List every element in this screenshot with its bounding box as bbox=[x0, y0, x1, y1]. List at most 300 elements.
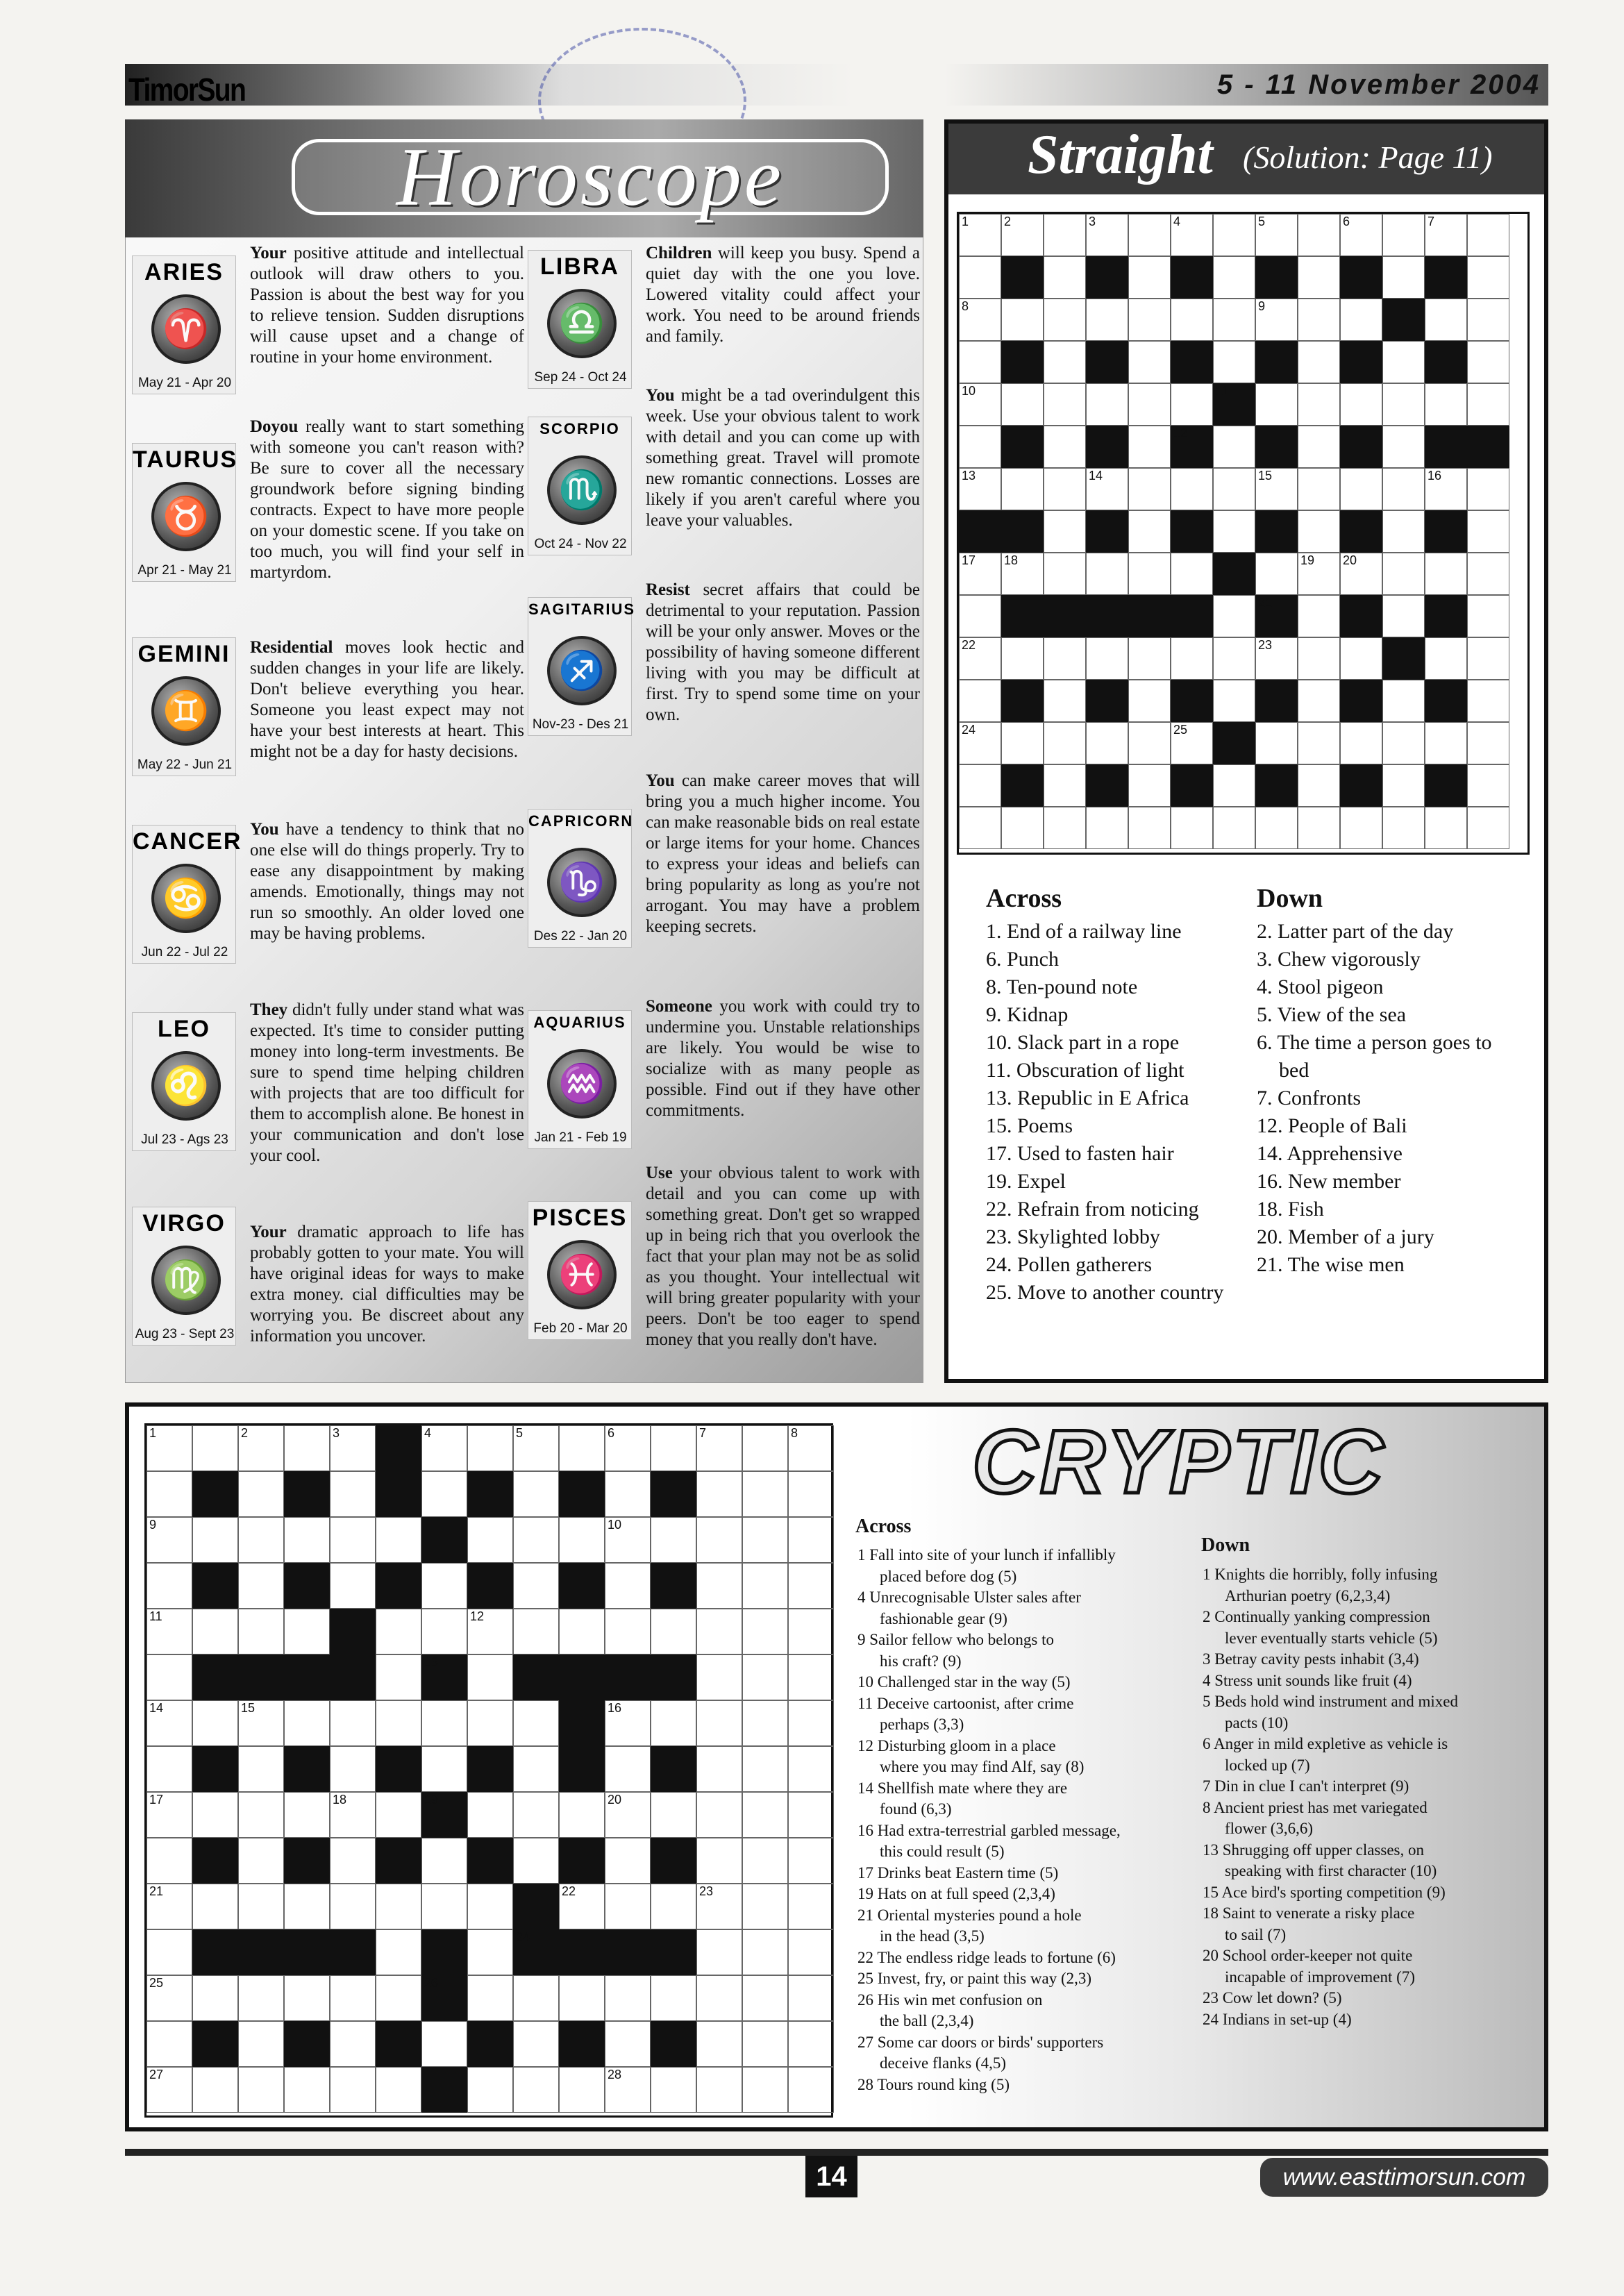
grid-cell[interactable] bbox=[1213, 341, 1255, 383]
grid-cell[interactable] bbox=[513, 1517, 559, 1563]
grid-cell[interactable] bbox=[1467, 722, 1509, 764]
grid-cell[interactable] bbox=[284, 1792, 330, 1838]
grid-cell[interactable] bbox=[651, 2067, 696, 2113]
grid-cell[interactable] bbox=[1298, 426, 1340, 468]
grid-cell[interactable] bbox=[1467, 595, 1509, 637]
grid-cell[interactable] bbox=[192, 2067, 238, 2113]
grid-cell[interactable] bbox=[1467, 807, 1509, 849]
grid-cell[interactable] bbox=[192, 1425, 238, 1471]
grid-cell[interactable] bbox=[1213, 595, 1255, 637]
grid-cell[interactable] bbox=[1128, 764, 1171, 807]
grid-cell[interactable] bbox=[284, 1884, 330, 1929]
grid-cell[interactable] bbox=[147, 2067, 192, 2113]
grid-cell[interactable] bbox=[1044, 426, 1086, 468]
grid-cell[interactable] bbox=[1382, 341, 1425, 383]
grid-cell[interactable] bbox=[421, 1609, 467, 1654]
grid-cell[interactable] bbox=[1086, 468, 1128, 510]
grid-cell[interactable] bbox=[1382, 426, 1425, 468]
website-link[interactable]: www.easttimorsun.com bbox=[1260, 2158, 1548, 2197]
grid-cell[interactable] bbox=[1298, 383, 1340, 426]
grid-cell[interactable] bbox=[959, 426, 1001, 468]
grid-cell[interactable] bbox=[1044, 468, 1086, 510]
grid-cell[interactable] bbox=[559, 2067, 605, 2113]
grid-cell[interactable] bbox=[1298, 214, 1340, 256]
grid-cell[interactable] bbox=[1382, 764, 1425, 807]
grid-cell[interactable] bbox=[330, 1471, 376, 1517]
grid-cell[interactable] bbox=[376, 1654, 421, 1700]
grid-cell[interactable] bbox=[1171, 722, 1213, 764]
grid-cell[interactable] bbox=[421, 1746, 467, 1792]
grid-cell[interactable] bbox=[1044, 637, 1086, 680]
grid-cell[interactable] bbox=[1044, 214, 1086, 256]
grid-cell[interactable] bbox=[1128, 680, 1171, 722]
grid-cell[interactable] bbox=[1086, 214, 1128, 256]
grid-cell[interactable] bbox=[1467, 637, 1509, 680]
grid-cell[interactable] bbox=[1298, 299, 1340, 341]
grid-cell[interactable] bbox=[1255, 214, 1298, 256]
grid-cell[interactable] bbox=[1382, 383, 1425, 426]
grid-cell[interactable] bbox=[1044, 553, 1086, 595]
grid-cell[interactable] bbox=[742, 1425, 788, 1471]
grid-cell[interactable] bbox=[1425, 299, 1467, 341]
grid-cell[interactable] bbox=[1425, 553, 1467, 595]
grid-cell[interactable] bbox=[147, 1746, 192, 1792]
grid-cell[interactable] bbox=[1128, 426, 1171, 468]
grid-cell[interactable] bbox=[284, 1700, 330, 1746]
grid-cell[interactable] bbox=[1001, 807, 1044, 849]
grid-cell[interactable] bbox=[192, 1792, 238, 1838]
grid-cell[interactable] bbox=[696, 1700, 742, 1746]
grid-cell[interactable] bbox=[421, 1700, 467, 1746]
grid-cell[interactable] bbox=[1382, 553, 1425, 595]
grid-cell[interactable] bbox=[696, 1471, 742, 1517]
grid-cell[interactable] bbox=[330, 1700, 376, 1746]
grid-cell[interactable] bbox=[742, 1792, 788, 1838]
grid-cell[interactable] bbox=[1425, 807, 1467, 849]
grid-cell[interactable] bbox=[330, 1838, 376, 1884]
grid-cell[interactable] bbox=[147, 1792, 192, 1838]
grid-cell[interactable] bbox=[1298, 637, 1340, 680]
grid-cell[interactable] bbox=[1298, 256, 1340, 299]
grid-cell[interactable] bbox=[1467, 510, 1509, 553]
grid-cell[interactable] bbox=[605, 1517, 651, 1563]
grid-cell[interactable] bbox=[1382, 510, 1425, 553]
grid-cell[interactable] bbox=[513, 2067, 559, 2113]
grid-cell[interactable] bbox=[788, 1700, 834, 1746]
grid-cell[interactable] bbox=[1298, 553, 1340, 595]
grid-cell[interactable] bbox=[1340, 468, 1382, 510]
grid-cell[interactable] bbox=[1382, 722, 1425, 764]
grid-cell[interactable] bbox=[1171, 214, 1213, 256]
grid-cell[interactable] bbox=[1128, 383, 1171, 426]
grid-cell[interactable] bbox=[788, 1654, 834, 1700]
grid-cell[interactable] bbox=[1086, 807, 1128, 849]
grid-cell[interactable] bbox=[559, 1425, 605, 1471]
grid-cell[interactable] bbox=[742, 1609, 788, 1654]
grid-cell[interactable] bbox=[330, 1746, 376, 1792]
grid-cell[interactable] bbox=[1382, 468, 1425, 510]
grid-cell[interactable] bbox=[376, 1792, 421, 1838]
grid-cell[interactable] bbox=[467, 2067, 513, 2113]
grid-cell[interactable] bbox=[1128, 214, 1171, 256]
grid-cell[interactable] bbox=[788, 1792, 834, 1838]
grid-cell[interactable] bbox=[696, 1609, 742, 1654]
grid-cell[interactable] bbox=[1213, 680, 1255, 722]
grid-cell[interactable] bbox=[696, 1838, 742, 1884]
grid-cell[interactable] bbox=[1340, 553, 1382, 595]
grid-cell[interactable] bbox=[1255, 553, 1298, 595]
grid-cell[interactable] bbox=[696, 1975, 742, 2021]
grid-cell[interactable] bbox=[788, 1563, 834, 1609]
grid-cell[interactable] bbox=[467, 1609, 513, 1654]
grid-cell[interactable] bbox=[1086, 553, 1128, 595]
grid-cell[interactable] bbox=[605, 1884, 651, 1929]
grid-cell[interactable] bbox=[513, 1700, 559, 1746]
grid-cell[interactable] bbox=[1213, 764, 1255, 807]
grid-cell[interactable] bbox=[376, 1884, 421, 1929]
grid-cell[interactable] bbox=[605, 1700, 651, 1746]
grid-cell[interactable] bbox=[1213, 299, 1255, 341]
grid-cell[interactable] bbox=[284, 1975, 330, 2021]
grid-cell[interactable] bbox=[788, 1746, 834, 1792]
grid-cell[interactable] bbox=[1171, 553, 1213, 595]
grid-cell[interactable] bbox=[376, 1609, 421, 1654]
grid-cell[interactable] bbox=[376, 1517, 421, 1563]
grid-cell[interactable] bbox=[421, 1563, 467, 1609]
grid-cell[interactable] bbox=[959, 764, 1001, 807]
grid-cell[interactable] bbox=[284, 1609, 330, 1654]
grid-cell[interactable] bbox=[1044, 807, 1086, 849]
grid-cell[interactable] bbox=[238, 1975, 284, 2021]
grid-cell[interactable] bbox=[1425, 637, 1467, 680]
grid-cell[interactable] bbox=[513, 1609, 559, 1654]
grid-cell[interactable] bbox=[1086, 383, 1128, 426]
grid-cell[interactable] bbox=[1340, 722, 1382, 764]
grid-cell[interactable] bbox=[1128, 341, 1171, 383]
grid-cell[interactable] bbox=[421, 2021, 467, 2067]
grid-cell[interactable] bbox=[1255, 722, 1298, 764]
grid-cell[interactable] bbox=[1340, 214, 1382, 256]
grid-cell[interactable] bbox=[192, 1517, 238, 1563]
grid-cell[interactable] bbox=[1086, 637, 1128, 680]
grid-cell[interactable] bbox=[1128, 553, 1171, 595]
grid-cell[interactable] bbox=[192, 1609, 238, 1654]
grid-cell[interactable] bbox=[147, 1654, 192, 1700]
grid-cell[interactable] bbox=[1298, 807, 1340, 849]
grid-cell[interactable] bbox=[1044, 341, 1086, 383]
grid-cell[interactable] bbox=[1171, 637, 1213, 680]
grid-cell[interactable] bbox=[605, 2067, 651, 2113]
grid-cell[interactable] bbox=[559, 1609, 605, 1654]
grid-cell[interactable] bbox=[1382, 807, 1425, 849]
grid-cell[interactable] bbox=[238, 1792, 284, 1838]
grid-cell[interactable] bbox=[605, 1609, 651, 1654]
grid-cell[interactable] bbox=[330, 1884, 376, 1929]
grid-cell[interactable] bbox=[1382, 256, 1425, 299]
grid-cell[interactable] bbox=[513, 1471, 559, 1517]
grid-cell[interactable] bbox=[1382, 680, 1425, 722]
grid-cell[interactable] bbox=[651, 1884, 696, 1929]
grid-cell[interactable] bbox=[788, 1929, 834, 1975]
grid-cell[interactable] bbox=[192, 1884, 238, 1929]
grid-cell[interactable] bbox=[330, 1563, 376, 1609]
grid-cell[interactable] bbox=[1340, 637, 1382, 680]
grid-cell[interactable] bbox=[1001, 637, 1044, 680]
grid-cell[interactable] bbox=[1213, 256, 1255, 299]
grid-cell[interactable] bbox=[1213, 468, 1255, 510]
grid-cell[interactable] bbox=[330, 1425, 376, 1471]
grid-cell[interactable] bbox=[605, 1838, 651, 1884]
grid-cell[interactable] bbox=[1128, 807, 1171, 849]
grid-cell[interactable] bbox=[467, 1517, 513, 1563]
grid-cell[interactable] bbox=[1467, 468, 1509, 510]
grid-cell[interactable] bbox=[1128, 468, 1171, 510]
grid-cell[interactable] bbox=[238, 1838, 284, 1884]
grid-cell[interactable] bbox=[742, 1471, 788, 1517]
grid-cell[interactable] bbox=[605, 1792, 651, 1838]
grid-cell[interactable] bbox=[959, 299, 1001, 341]
grid-cell[interactable] bbox=[147, 1838, 192, 1884]
grid-cell[interactable] bbox=[1340, 383, 1382, 426]
grid-cell[interactable] bbox=[1340, 807, 1382, 849]
grid-cell[interactable] bbox=[959, 214, 1001, 256]
grid-cell[interactable] bbox=[513, 1838, 559, 1884]
grid-cell[interactable] bbox=[192, 1700, 238, 1746]
grid-cell[interactable] bbox=[559, 1975, 605, 2021]
grid-cell[interactable] bbox=[959, 256, 1001, 299]
grid-cell[interactable] bbox=[467, 1792, 513, 1838]
grid-cell[interactable] bbox=[1128, 637, 1171, 680]
grid-cell[interactable] bbox=[788, 1517, 834, 1563]
grid-cell[interactable] bbox=[1425, 468, 1467, 510]
grid-cell[interactable] bbox=[1467, 383, 1509, 426]
grid-cell[interactable] bbox=[696, 2021, 742, 2067]
grid-cell[interactable] bbox=[1255, 468, 1298, 510]
grid-cell[interactable] bbox=[651, 1425, 696, 1471]
grid-cell[interactable] bbox=[330, 1517, 376, 1563]
grid-cell[interactable] bbox=[238, 1425, 284, 1471]
grid-cell[interactable] bbox=[651, 1700, 696, 1746]
grid-cell[interactable] bbox=[238, 1563, 284, 1609]
grid-cell[interactable] bbox=[1128, 510, 1171, 553]
grid-cell[interactable] bbox=[1044, 680, 1086, 722]
grid-cell[interactable] bbox=[1001, 299, 1044, 341]
grid-cell[interactable] bbox=[788, 2021, 834, 2067]
grid-cell[interactable] bbox=[147, 1471, 192, 1517]
grid-cell[interactable] bbox=[238, 1884, 284, 1929]
grid-cell[interactable] bbox=[1044, 764, 1086, 807]
grid-cell[interactable] bbox=[696, 1654, 742, 1700]
grid-cell[interactable] bbox=[742, 1929, 788, 1975]
grid-cell[interactable] bbox=[788, 1838, 834, 1884]
grid-cell[interactable] bbox=[788, 2067, 834, 2113]
grid-cell[interactable] bbox=[1340, 299, 1382, 341]
grid-cell[interactable] bbox=[238, 2021, 284, 2067]
grid-cell[interactable] bbox=[1044, 299, 1086, 341]
grid-cell[interactable] bbox=[376, 1975, 421, 2021]
grid-cell[interactable] bbox=[1467, 256, 1509, 299]
grid-cell[interactable] bbox=[467, 1884, 513, 1929]
grid-cell[interactable] bbox=[742, 2067, 788, 2113]
grid-cell[interactable] bbox=[1001, 553, 1044, 595]
grid-cell[interactable] bbox=[651, 1792, 696, 1838]
grid-cell[interactable] bbox=[1298, 595, 1340, 637]
grid-cell[interactable] bbox=[605, 1563, 651, 1609]
grid-cell[interactable] bbox=[1298, 468, 1340, 510]
grid-cell[interactable] bbox=[1382, 214, 1425, 256]
grid-cell[interactable] bbox=[788, 1975, 834, 2021]
grid-cell[interactable] bbox=[742, 1654, 788, 1700]
grid-cell[interactable] bbox=[147, 1563, 192, 1609]
grid-cell[interactable] bbox=[1001, 214, 1044, 256]
grid-cell[interactable] bbox=[651, 1609, 696, 1654]
grid-cell[interactable] bbox=[238, 1517, 284, 1563]
grid-cell[interactable] bbox=[147, 1975, 192, 2021]
grid-cell[interactable] bbox=[1044, 383, 1086, 426]
grid-cell[interactable] bbox=[742, 1746, 788, 1792]
grid-cell[interactable] bbox=[238, 1746, 284, 1792]
grid-cell[interactable] bbox=[1171, 299, 1213, 341]
grid-cell[interactable] bbox=[147, 1929, 192, 1975]
grid-cell[interactable] bbox=[651, 1975, 696, 2021]
grid-cell[interactable] bbox=[1467, 553, 1509, 595]
grid-cell[interactable] bbox=[147, 1884, 192, 1929]
grid-cell[interactable] bbox=[467, 1700, 513, 1746]
grid-cell[interactable] bbox=[559, 1884, 605, 1929]
grid-cell[interactable] bbox=[1298, 510, 1340, 553]
grid-cell[interactable] bbox=[1467, 214, 1509, 256]
grid-cell[interactable] bbox=[959, 553, 1001, 595]
grid-cell[interactable] bbox=[147, 1700, 192, 1746]
grid-cell[interactable] bbox=[1001, 383, 1044, 426]
grid-cell[interactable] bbox=[376, 1700, 421, 1746]
grid-cell[interactable] bbox=[513, 1563, 559, 1609]
grid-cell[interactable] bbox=[513, 1792, 559, 1838]
grid-cell[interactable] bbox=[1213, 510, 1255, 553]
grid-cell[interactable] bbox=[192, 1975, 238, 2021]
grid-cell[interactable] bbox=[238, 1471, 284, 1517]
grid-cell[interactable] bbox=[742, 1563, 788, 1609]
grid-cell[interactable] bbox=[605, 1746, 651, 1792]
grid-cell[interactable] bbox=[1467, 299, 1509, 341]
grid-cell[interactable] bbox=[605, 1471, 651, 1517]
grid-cell[interactable] bbox=[421, 1471, 467, 1517]
grid-cell[interactable] bbox=[1298, 680, 1340, 722]
grid-cell[interactable] bbox=[696, 1929, 742, 1975]
grid-cell[interactable] bbox=[1128, 299, 1171, 341]
grid-cell[interactable] bbox=[788, 1884, 834, 1929]
grid-cell[interactable] bbox=[696, 1792, 742, 1838]
grid-cell[interactable] bbox=[513, 1975, 559, 2021]
grid-cell[interactable] bbox=[1255, 637, 1298, 680]
grid-cell[interactable] bbox=[1255, 299, 1298, 341]
grid-cell[interactable] bbox=[1171, 468, 1213, 510]
grid-cell[interactable] bbox=[742, 1975, 788, 2021]
grid-cell[interactable] bbox=[605, 2021, 651, 2067]
grid-cell[interactable] bbox=[696, 1517, 742, 1563]
grid-cell[interactable] bbox=[376, 1929, 421, 1975]
grid-cell[interactable] bbox=[147, 1609, 192, 1654]
grid-cell[interactable] bbox=[1425, 722, 1467, 764]
grid-cell[interactable] bbox=[147, 1425, 192, 1471]
grid-cell[interactable] bbox=[1425, 214, 1467, 256]
grid-cell[interactable] bbox=[1255, 383, 1298, 426]
grid-cell[interactable] bbox=[959, 341, 1001, 383]
grid-cell[interactable] bbox=[513, 2021, 559, 2067]
grid-cell[interactable] bbox=[1171, 383, 1213, 426]
grid-cell[interactable] bbox=[238, 2067, 284, 2113]
grid-cell[interactable] bbox=[696, 1884, 742, 1929]
grid-cell[interactable] bbox=[467, 1425, 513, 1471]
grid-cell[interactable] bbox=[1044, 510, 1086, 553]
grid-cell[interactable] bbox=[421, 1884, 467, 1929]
grid-cell[interactable] bbox=[1086, 722, 1128, 764]
grid-cell[interactable] bbox=[1382, 595, 1425, 637]
grid-cell[interactable] bbox=[959, 595, 1001, 637]
grid-cell[interactable] bbox=[559, 1517, 605, 1563]
grid-cell[interactable] bbox=[284, 1425, 330, 1471]
grid-cell[interactable] bbox=[284, 2067, 330, 2113]
grid-cell[interactable] bbox=[467, 1975, 513, 2021]
grid-cell[interactable] bbox=[238, 1609, 284, 1654]
grid-cell[interactable] bbox=[605, 1975, 651, 2021]
grid-cell[interactable] bbox=[1467, 341, 1509, 383]
grid-cell[interactable] bbox=[330, 2067, 376, 2113]
grid-cell[interactable] bbox=[1425, 383, 1467, 426]
grid-cell[interactable] bbox=[513, 1425, 559, 1471]
grid-cell[interactable] bbox=[696, 1563, 742, 1609]
grid-cell[interactable] bbox=[1086, 299, 1128, 341]
grid-cell[interactable] bbox=[651, 1517, 696, 1563]
grid-cell[interactable] bbox=[1467, 680, 1509, 722]
grid-cell[interactable] bbox=[788, 1425, 834, 1471]
grid-cell[interactable] bbox=[330, 2021, 376, 2067]
grid-cell[interactable] bbox=[1001, 722, 1044, 764]
grid-cell[interactable] bbox=[959, 383, 1001, 426]
grid-cell[interactable] bbox=[1298, 341, 1340, 383]
grid-cell[interactable] bbox=[959, 722, 1001, 764]
grid-cell[interactable] bbox=[959, 807, 1001, 849]
grid-cell[interactable] bbox=[1001, 468, 1044, 510]
grid-cell[interactable] bbox=[696, 1425, 742, 1471]
grid-cell[interactable] bbox=[696, 2067, 742, 2113]
grid-cell[interactable] bbox=[742, 2021, 788, 2067]
grid-cell[interactable] bbox=[513, 1746, 559, 1792]
grid-cell[interactable] bbox=[1255, 807, 1298, 849]
grid-cell[interactable] bbox=[959, 468, 1001, 510]
grid-cell[interactable] bbox=[742, 1884, 788, 1929]
grid-cell[interactable] bbox=[1213, 426, 1255, 468]
grid-cell[interactable] bbox=[238, 1700, 284, 1746]
grid-cell[interactable] bbox=[1298, 722, 1340, 764]
grid-cell[interactable] bbox=[1213, 637, 1255, 680]
grid-cell[interactable] bbox=[1044, 722, 1086, 764]
grid-cell[interactable] bbox=[1044, 256, 1086, 299]
grid-cell[interactable] bbox=[788, 1609, 834, 1654]
grid-cell[interactable] bbox=[147, 1517, 192, 1563]
grid-cell[interactable] bbox=[1298, 764, 1340, 807]
grid-cell[interactable] bbox=[788, 1471, 834, 1517]
grid-cell[interactable] bbox=[147, 2021, 192, 2067]
grid-cell[interactable] bbox=[742, 1517, 788, 1563]
grid-cell[interactable] bbox=[1213, 214, 1255, 256]
grid-cell[interactable] bbox=[467, 1654, 513, 1700]
grid-cell[interactable] bbox=[1467, 764, 1509, 807]
grid-cell[interactable] bbox=[1128, 722, 1171, 764]
grid-cell[interactable] bbox=[696, 1746, 742, 1792]
grid-cell[interactable] bbox=[376, 2067, 421, 2113]
grid-cell[interactable] bbox=[284, 1517, 330, 1563]
